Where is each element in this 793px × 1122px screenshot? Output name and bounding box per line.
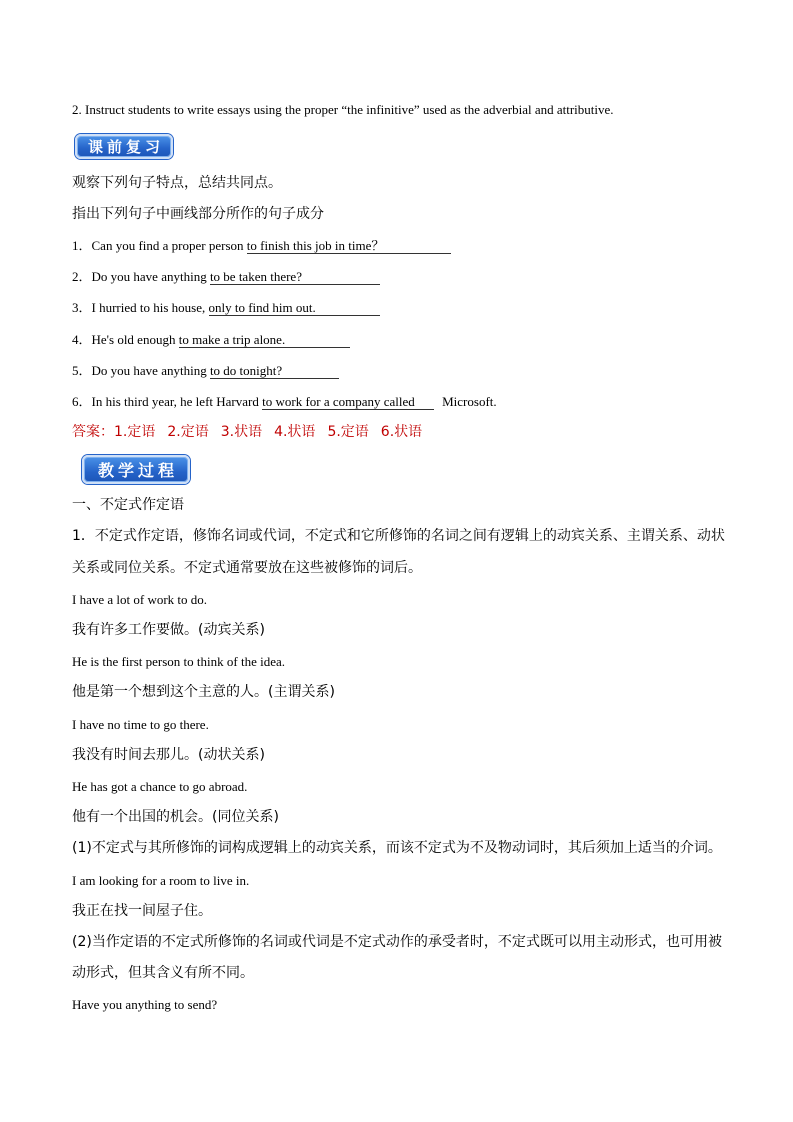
- review-section-header: [72, 126, 733, 168]
- exercise-text: Do you have anything: [91, 269, 210, 285]
- exercise-number: 2．: [72, 269, 92, 285]
- exercise-underlined-part: to make a trip alone.: [179, 332, 350, 348]
- exercise-1: [72, 230, 733, 261]
- exercise-6: [72, 386, 733, 417]
- example-1-english: I have a lot of work to do.: [72, 591, 208, 607]
- exercise-number: 3．: [72, 300, 92, 316]
- exercise-text-after: Microsoft.: [442, 393, 497, 409]
- sub-point-1-example-english: I am looking for a room to live in.: [72, 872, 250, 888]
- exercise-4: [72, 324, 733, 355]
- exercise-number: 1．: [72, 237, 92, 253]
- answer-item: 4.状语: [274, 424, 316, 441]
- exercise-text: Can you find a proper person: [91, 237, 247, 253]
- sub-point-2-line-2: 动形式，但其含义有所不同。: [72, 965, 254, 982]
- sub-point-1: (1)不定式与其所修饰的词构成逻辑上的动宾关系，而该不定式为不及物动词时，其后须加上适当的介词。: [72, 840, 722, 857]
- exercise-underlined-part: to be taken there?: [210, 269, 380, 285]
- example-4-translation: 他有一个出国的机会。(同位关系): [72, 809, 279, 826]
- answer-line: [72, 417, 733, 448]
- review-instruction-2: 指出下列句子中画线部分所作的句子成分: [72, 205, 324, 222]
- exercise-underlined-part: to work for a company called: [262, 394, 434, 410]
- example-4-english: He has got a chance to go abroad.: [72, 778, 248, 794]
- exercise-text: I hurried to his house,: [91, 300, 209, 316]
- answer-item: 1.定语: [114, 424, 156, 441]
- exercise-number: 6．: [72, 393, 92, 409]
- example-2-translation: 他是第一个想到这个主意的人。(主谓关系): [72, 684, 335, 701]
- example-2-english: He is the first person to think of the idea.: [72, 654, 286, 670]
- answer-item: 6.状语: [380, 424, 423, 441]
- teaching-badge: 教学过程: [82, 455, 190, 484]
- sub-point-2-example-english: Have you anything to send?: [72, 997, 218, 1013]
- example-3-translation: 我没有时间去那儿。(动状关系): [72, 746, 265, 763]
- example-3-english: I have no time to go there.: [72, 716, 209, 732]
- exercise-5: [72, 355, 733, 386]
- point-1-line-1: 1．不定式作定语，修饰名词或代词，不定式和它所修饰的名词之间有逻辑上的动宾关系、主谓关系、动状: [72, 528, 725, 545]
- review-instruction-1: 观察下列句子特点，总结共同点。: [72, 174, 282, 191]
- answer-item: 5.定语: [327, 424, 369, 441]
- exercise-number: 5．: [72, 362, 92, 378]
- exercise-underlined-part: only to find him out.: [209, 300, 380, 316]
- exercise-text: He's old enough: [91, 331, 179, 347]
- exercise-underlined-part: to do tonight?: [210, 363, 339, 379]
- answer-item: 2.定语: [167, 424, 209, 441]
- exercise-text: In his third year, he left Harvard: [91, 393, 263, 409]
- exercise-number: 4．: [72, 331, 92, 347]
- point-1-line-2: 关系或同位关系。不定式通常要放在这些被修饰的词后。: [72, 559, 422, 576]
- objective-line: 2. Instruct students to write essays using the proper “the infinitive” used as the adverbial and attributive.: [72, 102, 614, 118]
- teaching-section-header: [72, 448, 733, 490]
- exercise-3: [72, 292, 733, 323]
- review-badge: 课前复习: [75, 134, 173, 159]
- answer-label: 答案：: [72, 424, 114, 441]
- section-heading: 一、不定式作定语: [72, 497, 184, 514]
- exercise-2: [72, 261, 733, 292]
- sub-point-2-line-1: (2)当作定语的不定式所修饰的名词或代词是不定式动作的承受者时，不定式既可以用主动形式，也可用被: [72, 933, 722, 950]
- exercise-underlined-part: to finish this job in time？: [247, 238, 451, 254]
- exercise-text: Do you have anything: [91, 362, 210, 378]
- sub-point-1-example-translation: 我正在找一间屋子住。: [72, 902, 212, 919]
- example-1-translation: 我有许多工作要做。(动宾关系): [72, 622, 265, 639]
- answer-item: 3.状语: [220, 424, 263, 441]
